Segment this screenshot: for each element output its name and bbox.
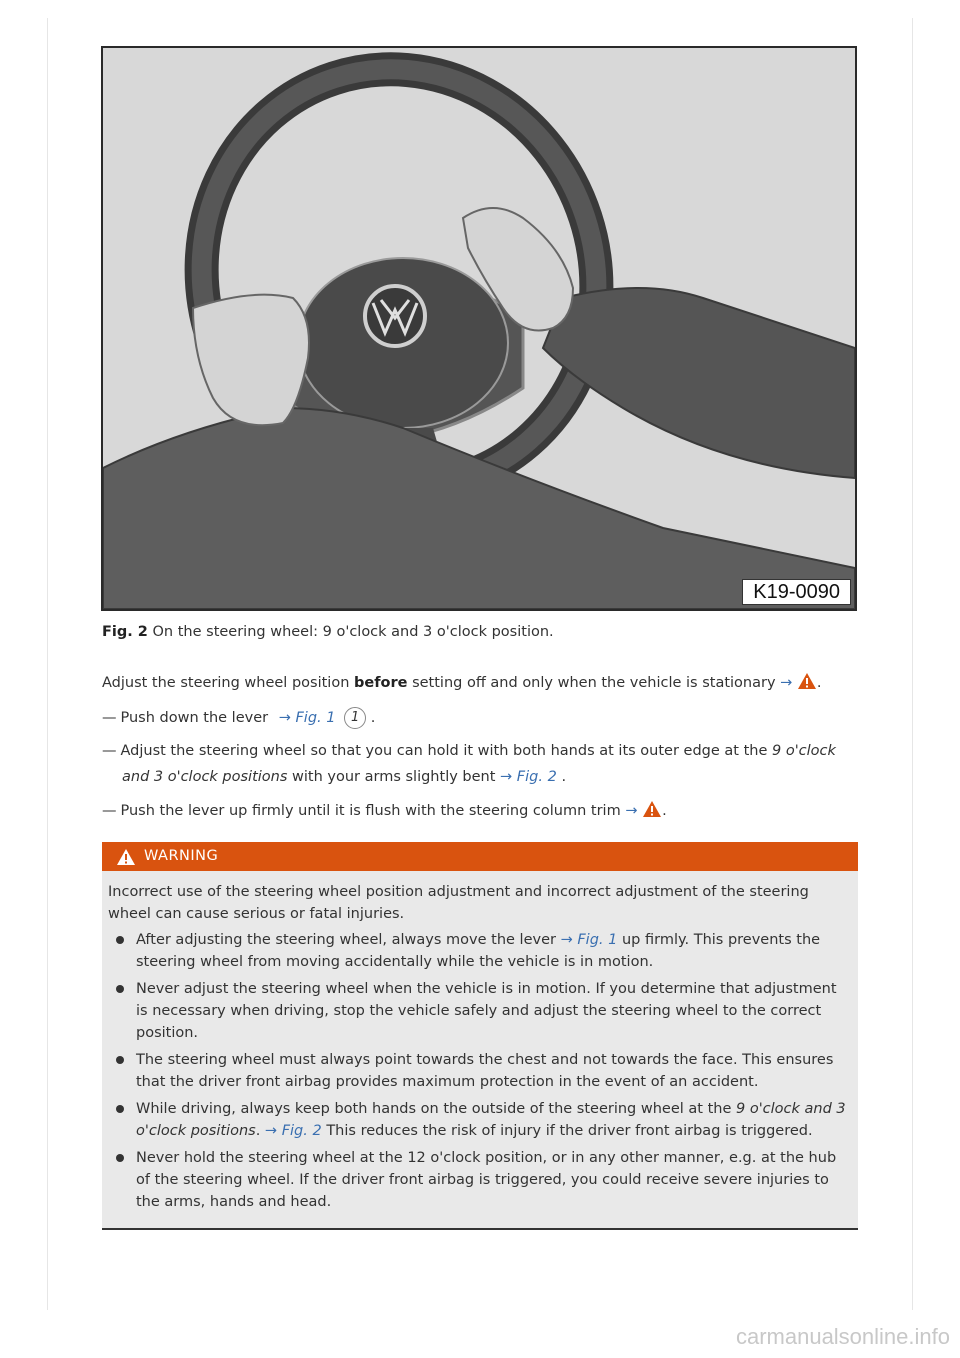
- step-end: .: [561, 769, 567, 785]
- warning-box: [102, 842, 858, 1230]
- step-item: [102, 705, 375, 731]
- figure-caption-label: Fig. 2: [102, 624, 148, 640]
- figure-code: K19-0090: [742, 579, 851, 605]
- warning-list-item: [130, 1147, 850, 1213]
- step-text: Adjust the steering wheel so that you can hold it with both hands at its outer edge at the: [120, 743, 768, 759]
- callout-number: 1: [344, 707, 366, 729]
- warning-triangle-icon[interactable]: [797, 672, 817, 690]
- figure-reference-link[interactable]: Fig. 2: [281, 1123, 322, 1139]
- figure-reference-link[interactable]: Fig. 1: [295, 710, 336, 726]
- step-text: Push the lever up firmly until it is flush with the steering column trim: [120, 803, 621, 819]
- arrow-icon: →: [264, 1123, 278, 1139]
- warning-item-text: After adjusting the steering wheel, always move the lever: [136, 932, 556, 948]
- warning-intro: Incorrect use of the steering wheel position adjustment and incorrect adjustment of the steering wheel can cause serious or fatal injuries.: [108, 884, 809, 922]
- left-margin-line: [47, 18, 48, 1310]
- intro-end: .: [816, 675, 822, 691]
- warning-item-mid: .: [255, 1123, 261, 1139]
- warning-title: WARNING: [144, 848, 219, 864]
- step-end: .: [662, 803, 667, 819]
- figure-caption: [102, 624, 554, 640]
- step-end: .: [370, 710, 376, 726]
- arrow-icon: →: [500, 769, 513, 785]
- intro-bold: before: [354, 675, 408, 691]
- steering-wheel-illustration: [103, 48, 855, 609]
- step-dash: —: [102, 803, 117, 819]
- step-item: [102, 738, 862, 790]
- warning-body: [102, 871, 858, 1230]
- watermark: carmanualsonline.info: [735, 1324, 950, 1349]
- step-dash: —: [102, 710, 117, 726]
- figure-caption-text: On the steering wheel: 9 o'clock and 3 o'clock position.: [152, 624, 554, 640]
- warning-triangle-icon: [116, 848, 136, 866]
- step-item: [102, 798, 667, 824]
- figure-reference-link[interactable]: Fig. 2: [516, 769, 557, 785]
- intro-paragraph: [102, 672, 822, 694]
- step-dash: —: [102, 743, 117, 759]
- arrow-icon: →: [780, 675, 793, 691]
- arrow-icon: →: [560, 932, 573, 948]
- warning-item-text: While driving, always keep both hands on the outside of the steering wheel at the: [136, 1101, 732, 1117]
- warning-item-text-after: up firmly. This prevents the steering wheel from moving accidentally while the vehicle is in motion.: [136, 932, 821, 970]
- intro-text-before: Adjust the steering wheel position: [102, 675, 350, 691]
- steering-wheel-figure: [101, 46, 857, 611]
- arrow-icon: →: [278, 710, 291, 726]
- step-text: Push down the lever: [120, 710, 269, 726]
- step-italic-continued: and 3 o'clock positions: [122, 769, 288, 785]
- intro-text-after: setting off and only when the vehicle is stationary: [412, 675, 776, 691]
- step-text-continued: with your arms slightly bent: [292, 769, 496, 785]
- warning-list-item: [130, 1049, 850, 1093]
- figure-reference-link[interactable]: Fig. 1: [577, 932, 618, 948]
- arrow-icon: →: [625, 803, 638, 819]
- right-margin-line: [912, 18, 913, 1310]
- warning-list-item: [130, 978, 850, 1044]
- warning-header: [102, 842, 858, 871]
- step-italic: 9 o'clock: [771, 743, 836, 759]
- warning-item-text: Never hold the steering wheel at the 12 o'clock position, or in any other manner, e.g. at the hub of the steering wheel. If the driver front airbag is triggered, you could receive severe injuries to the arms, hands and head.: [136, 1150, 837, 1210]
- warning-item-text: Never adjust the steering wheel when the vehicle is in motion. If you determine that adjustment is necessary when driving, stop the vehicle safely and adjust the steering wheel to the correct position.: [136, 981, 837, 1041]
- warning-list: [108, 929, 850, 1213]
- warning-item-text-after: This reduces the risk of injury if the driver front airbag is triggered.: [326, 1123, 813, 1139]
- warning-item-text: The steering wheel must always point towards the chest and not towards the face. This ensures that the driver front airbag provides maximum protection in the event of an accident.: [136, 1052, 834, 1090]
- warning-list-item: [130, 929, 850, 973]
- warning-item-italic: 9 o'clock and 3 o'clock positions: [136, 1101, 846, 1139]
- warning-list-item: [130, 1098, 850, 1142]
- warning-triangle-icon[interactable]: [642, 800, 662, 818]
